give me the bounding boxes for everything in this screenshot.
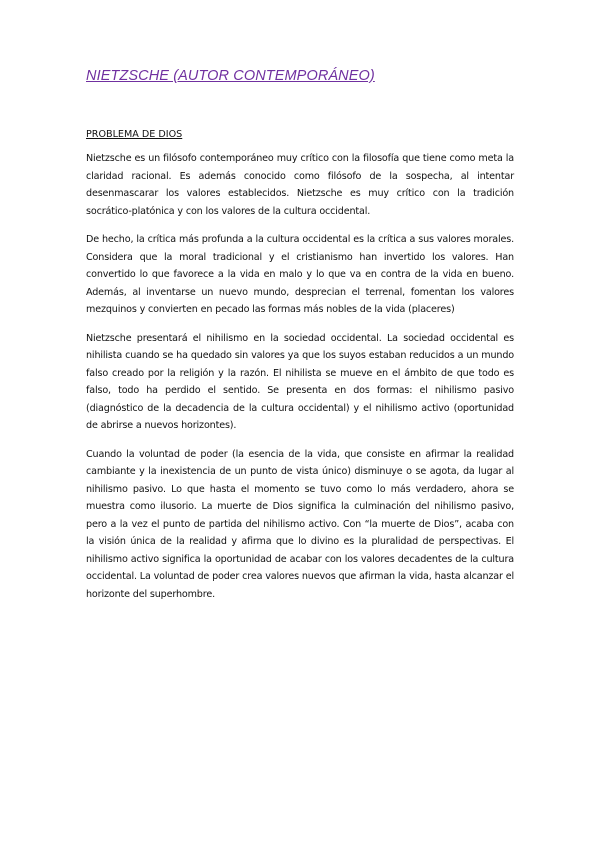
paragraph-4: Cuando la voluntad de poder (la esencia de la vida, que consiste en afirmar la realidad cambiante y la inexistencia de un punto de vista único) disminuye o se agota, da lugar al nihilismo pasivo. Lo que hasta el momento se tuvo como lo más verdadero, ahora se muestra como ilusorio. La muerte de Dios significa la culminación del nihilismo pasivo, pero a la vez el punto de partida del nihilismo activo. Con “la muerte de Dios”, acaba con la visión única de la realidad y afirma que lo divino es la pluralidad de perspectivas. El nihilismo activo significa la oportunidad de acabar con los valores decadentes de la cultura occidental. La voluntad de poder crea valores nuevos que afirman la vida, hasta alcanzar el horizonte del superhombre.: [86, 448, 514, 600]
paragraph-3: Nietzsche presentará el nihilismo en la sociedad occidental. La sociedad occidental es nihilista cuando se ha quedado sin valores ya que los suyos estaban reducidos a un mundo falso creado por la religión y la razón. El nihilista se mueve en el ámbito de que todo es falso, todo ha perdido el sentido. Se presenta en dos formas: el nihilismo pasivo (diagnóstico de la decadencia de la cultura occidental) y el nihilismo activo (oportunidad de abrirse a nuevos horizontes).: [86, 332, 514, 431]
document-title: NIETZSCHE (AUTOR CONTEMPORÁNEO): [86, 68, 375, 84]
paragraph-1: Nietzsche es un filósofo contemporáneo muy crítico con la filosofía que tiene como meta la claridad racional. Es además conocido como filósofo de la sospecha, al intentar desenmascarar los valores establecidos. Nietzsche es muy crítico con la tradición socrático-platónica y con los valores de la cultura occidental.: [86, 153, 514, 217]
section-heading: PROBLEMA DE DIOS: [86, 129, 183, 140]
document-body: [86, 128, 514, 614]
paragraph-2: De hecho, la crítica más profunda a la cultura occidental es la crítica a sus valores morales. Considera que la moral tradicional y el cristianismo han invertido los valores. Han convertido lo que favorece a la vida en malo y lo que va en contra de la vida en bueno. Además, al inventarse un nuevo mundo, desprecian el terrenal, fomentan los valores mezquinos y convierten en pecado las formas más nobles de la vida (placeres): [86, 234, 514, 315]
